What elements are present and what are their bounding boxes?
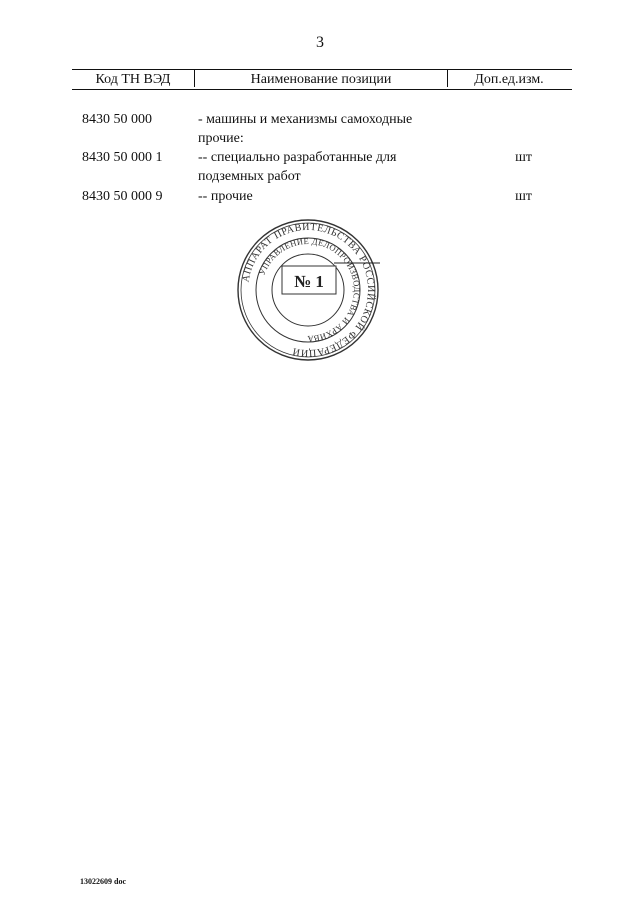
stamp-inner-text: УПРАВЛЕНИЕ ДЕЛОПРОИЗВОДСТВА И АРХИВА: [256, 235, 363, 345]
official-seal-stamp: [236, 218, 380, 362]
row-code: 8430 50 000 1: [82, 150, 163, 165]
header-code: Код ТН ВЭД: [95, 72, 171, 87]
document-id: 13022609 doc: [80, 877, 126, 886]
header-name: Наименование позиции: [194, 70, 448, 87]
stamp-number: № 1: [294, 272, 324, 291]
table-header: [72, 69, 572, 90]
header-unit: Доп.ед.изм.: [474, 72, 544, 87]
stamp-outer-text: АППАРАТ ПРАВИТЕЛЬСТВА РОССИЙСКОЙ ФЕДЕРАЦИИ: [240, 221, 377, 359]
goods-table: [72, 69, 572, 90]
row-code: 8430 50 000: [82, 112, 152, 127]
row-name: -- специально разработанные для подземных работ: [198, 150, 397, 184]
row-code: 8430 50 000 9: [82, 189, 163, 204]
row-name: -- прочие: [198, 189, 253, 204]
row-name: - машины и механизмы самоходные прочие:: [198, 112, 413, 146]
row-unit: шт: [515, 189, 532, 204]
row-unit: шт: [515, 150, 532, 165]
page-number: 3: [316, 34, 324, 51]
